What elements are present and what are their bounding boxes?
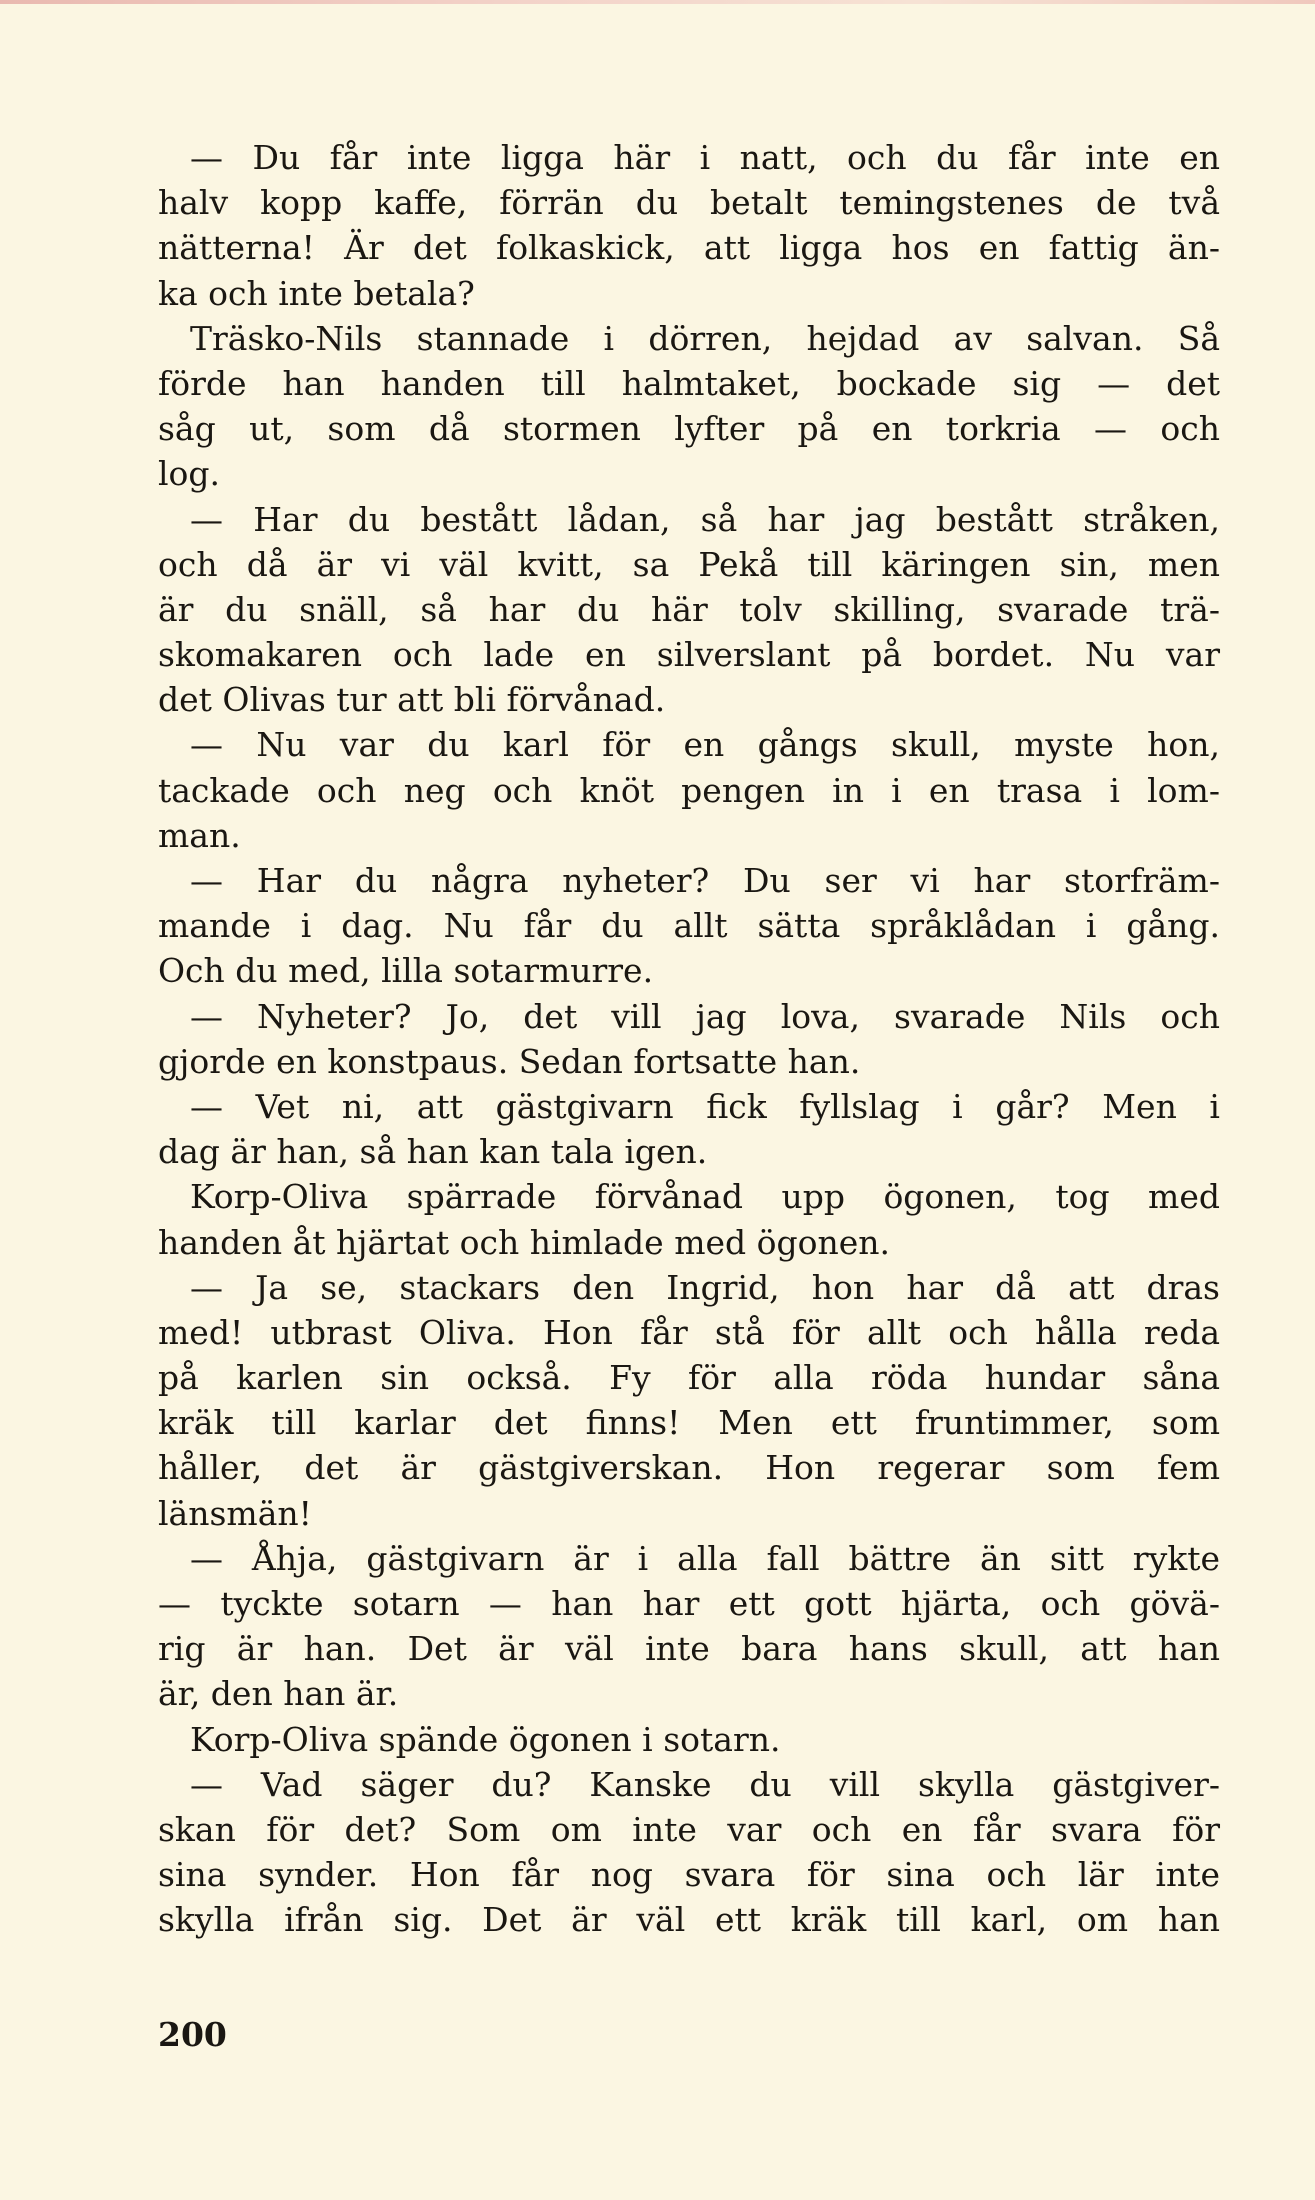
- text-line: är, den han är.: [158, 1674, 399, 1714]
- text-line: Korp-Oliva spärrade förvånad upp ögonen, tog med: [190, 1177, 1220, 1217]
- text-line: — Nu var du karl för en gångs skull, myste hon,: [190, 725, 1220, 765]
- text-line: och då är vi väl kvitt, sa Pekå till käringen sin, men: [158, 544, 1220, 584]
- text-line: handen åt hjärtat och himlade med ögonen.: [158, 1222, 891, 1262]
- text-line: gjorde en konstpaus. Sedan fortsatte han.: [158, 1041, 861, 1081]
- text-line: kräk till karlar det finns! Men ett fruntimmer, som: [158, 1403, 1220, 1443]
- text-line: det Olivas tur att bli förvånad.: [158, 680, 666, 720]
- text-line: — Har du några nyheter? Du ser vi har storfräm-: [190, 861, 1220, 900]
- text-line: halv kopp kaffe, förrän du betalt temingstenes de två: [158, 183, 1220, 223]
- text-line: — tyckte sotarn — han har ett gott hjärta, och gövä-: [158, 1584, 1220, 1623]
- text-line: tackade och neg och knöt pengen in i en trasa i lom-: [158, 770, 1220, 810]
- text-line: ka och inte betala?: [158, 273, 475, 313]
- text-line: man.: [158, 815, 241, 855]
- text-line: log.: [158, 454, 221, 494]
- text-line: — Åhja, gästgivarn är i alla fall bättre än sitt rykte: [190, 1538, 1220, 1578]
- text-line: — Du får inte ligga här i natt, och du får inte en: [190, 138, 1220, 177]
- text-line: — Nyheter? Jo, det vill jag lova, svarade Nils och: [190, 996, 1220, 1036]
- text-line: på karlen sin också. Fy för alla röda hundar såna: [158, 1358, 1220, 1398]
- text-line: nätterna! Är det folkaskick, att ligga hos en fattig än-: [158, 228, 1220, 268]
- page-number: 200: [158, 2015, 227, 2054]
- text-line: — Vet ni, att gästgivarn fick fyllslag i går? Men i: [190, 1086, 1220, 1126]
- text-line: är du snäll, så har du här tolv skilling, svarade trä-: [158, 589, 1220, 629]
- text-line: rig är han. Det är väl inte bara hans skull, att han: [158, 1629, 1220, 1669]
- text-line: mande i dag. Nu får du allt sätta språklådan i gång.: [158, 906, 1220, 946]
- text-line: — Ja se, stackars den Ingrid, hon har då att dras: [190, 1267, 1220, 1307]
- text-line: såg ut, som då stormen lyfter på en torkria — och: [158, 409, 1220, 449]
- text-line: Träsko-Nils stannade i dörren, hejdad av salvan. Så: [190, 318, 1220, 358]
- text-line: länsmän!: [158, 1493, 312, 1533]
- text-line: skomakaren och lade en silverslant på bordet. Nu var: [158, 635, 1220, 675]
- text-line: skylla ifrån sig. Det är väl ett kräk till karl, om han: [158, 1900, 1220, 1940]
- text-line: — Vad säger du? Kanske du vill skylla gästgiver-: [190, 1764, 1220, 1804]
- text-line: — Har du bestått lådan, så har jag bestått stråken,: [190, 499, 1220, 539]
- text-line: förde han handen till halmtaket, bockade sig — det: [158, 363, 1220, 403]
- text-line: håller, det är gästgiverskan. Hon regerar som fem: [158, 1448, 1220, 1488]
- text-line: sina synder. Hon får nog svara för sina och lär inte: [158, 1855, 1220, 1895]
- text-line: dag är han, så han kan tala igen.: [158, 1132, 708, 1172]
- text-line: Och du med, lilla sotarmurre.: [158, 951, 654, 991]
- text-line: skan för det? Som om inte var och en får svara för: [158, 1809, 1220, 1849]
- text-line: med! utbrast Oliva. Hon får stå för allt och hålla reda: [158, 1312, 1220, 1352]
- text-line: Korp-Oliva spände ögonen i sotarn.: [190, 1719, 781, 1759]
- page-body-text: [158, 135, 1220, 1943]
- page-top-edge: [0, 0, 1315, 4]
